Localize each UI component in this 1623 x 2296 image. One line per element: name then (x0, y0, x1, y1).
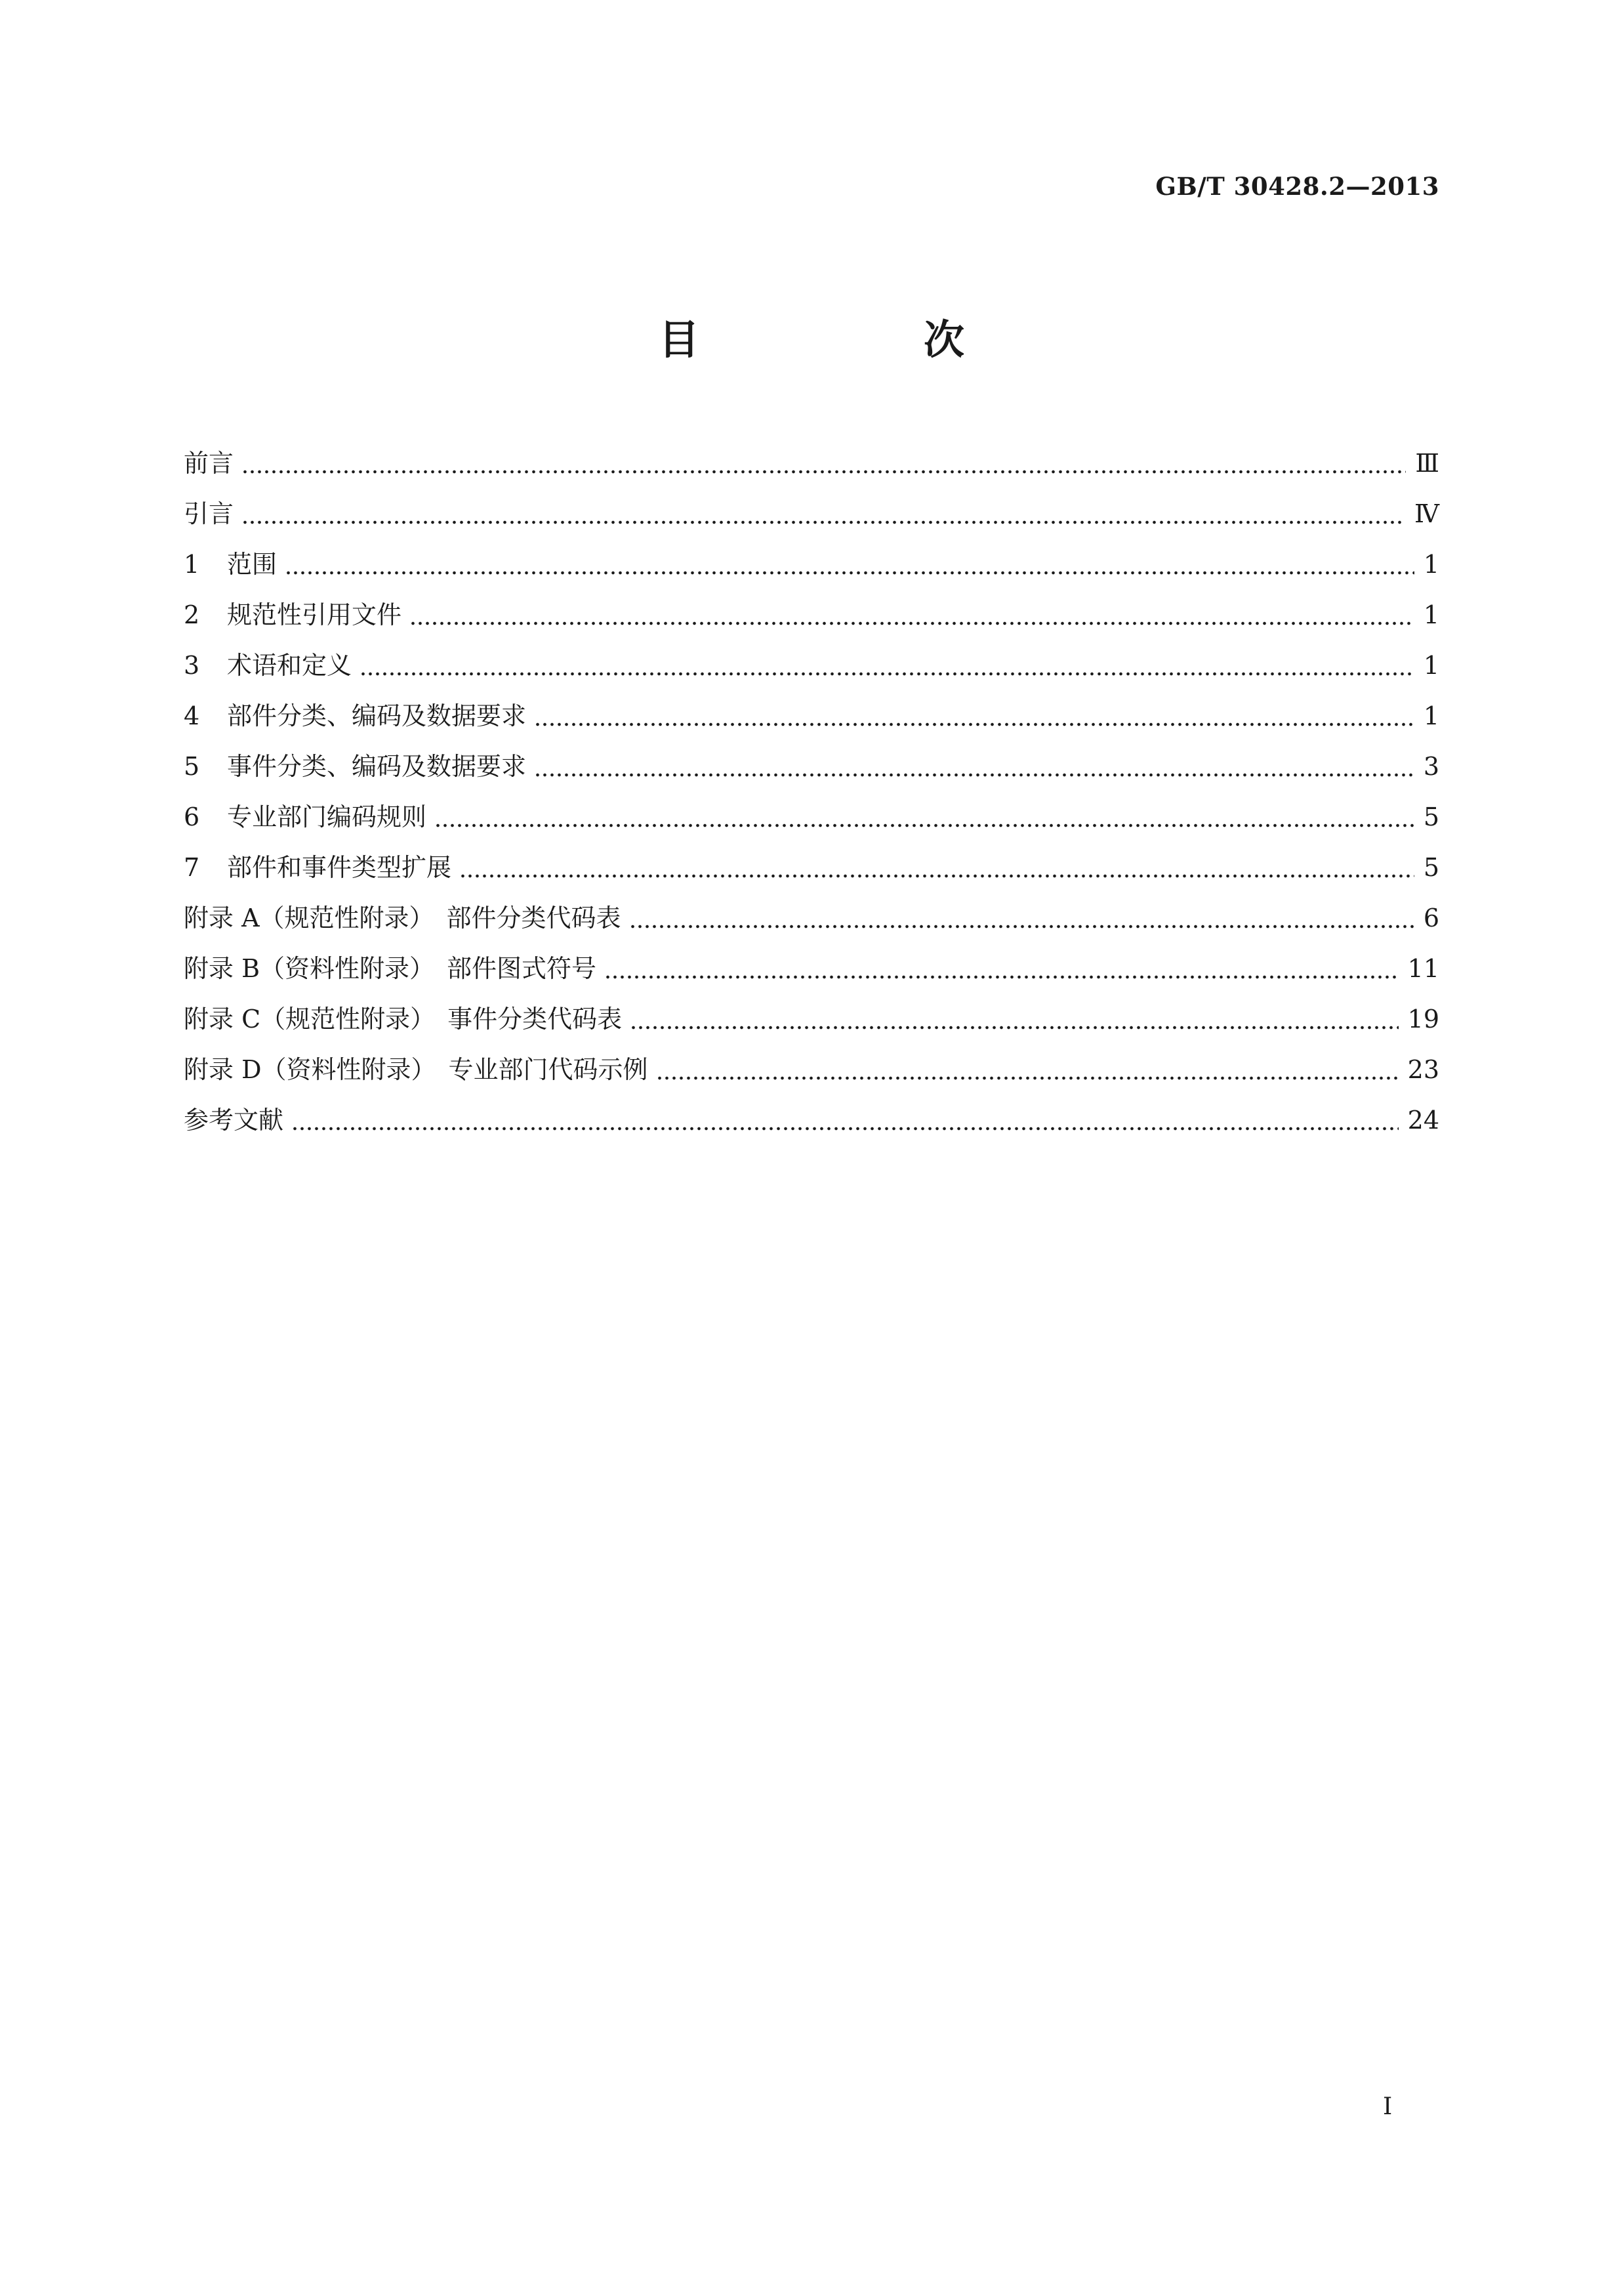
dot-leader (291, 1108, 1399, 1134)
toc-entry-5[interactable] (184, 741, 1439, 792)
dot-leader (241, 451, 1406, 477)
dot-leader (360, 653, 1414, 679)
toc-entry-page: 5 (1423, 803, 1439, 831)
toc-entry-label: 规范性引用文件 (227, 600, 402, 629)
toc-entry-number: 6 (184, 803, 200, 831)
toc-entry-page: 5 (1423, 853, 1439, 882)
toc-entry-annex-c[interactable] (184, 994, 1439, 1045)
toc-entry-number: 3 (184, 651, 200, 680)
toc-entry-label: 范围 (227, 550, 277, 579)
toc-entry-page: 3 (1423, 752, 1439, 781)
toc-entry-page: 6 (1423, 904, 1439, 932)
dot-leader (630, 1007, 1398, 1033)
toc-entry-6[interactable] (184, 792, 1439, 843)
toc-entry-annex-a[interactable] (184, 893, 1439, 944)
toc-entry-label: 前言 (184, 449, 234, 478)
standard-number: GB/T 30428.2—2013 (1155, 172, 1439, 201)
toc-entry-page: 1 (1423, 701, 1439, 730)
dot-leader (285, 552, 1414, 578)
toc-entry-4[interactable] (184, 691, 1439, 741)
toc-entry-label: 附录 C（规范性附录） 事件分类代码表 (184, 1005, 623, 1033)
toc-entry-label: 附录 A（规范性附录） 部件分类代码表 (184, 904, 621, 932)
toc-entry-label: 部件分类、编码及数据要求 (227, 701, 527, 730)
toc-entry-3[interactable] (184, 640, 1439, 691)
toc-entry-number: 5 (184, 752, 200, 781)
dot-leader (534, 754, 1414, 780)
toc-entry-bibliography[interactable] (184, 1095, 1439, 1146)
page-number: Ⅰ (1383, 2093, 1393, 2120)
toc-entry-7[interactable] (184, 843, 1439, 893)
toc-entry-label: 事件分类、编码及数据要求 (227, 752, 527, 781)
toc-entry-label: 附录 D（资料性附录） 专业部门代码示例 (184, 1055, 648, 1084)
toc-entry-1[interactable] (184, 539, 1439, 590)
toc-entry-2[interactable] (184, 590, 1439, 640)
toc-entry-number: 2 (184, 600, 200, 629)
toc-entry-number: 4 (184, 701, 200, 730)
toc-entry-annex-d[interactable] (184, 1045, 1439, 1095)
dot-leader (656, 1057, 1399, 1083)
page-title: 目 次 (658, 316, 1056, 364)
toc-entry-page: 1 (1423, 651, 1439, 680)
toc-entry-label: 附录 B（资料性附录） 部件图式符号 (184, 954, 597, 983)
toc-entry-page: Ⅲ (1415, 449, 1439, 478)
toc-entry-page: 23 (1407, 1055, 1439, 1084)
toc-entry-number: 1 (184, 550, 200, 579)
dot-leader (459, 855, 1414, 881)
dot-leader (409, 602, 1414, 629)
dot-leader (534, 703, 1414, 730)
dot-leader (629, 906, 1414, 932)
dot-leader (241, 501, 1405, 528)
toc-entry-label: 术语和定义 (227, 651, 352, 680)
dot-leader (604, 956, 1399, 982)
toc-entry-annex-b[interactable] (184, 944, 1439, 994)
toc-entry-label: 专业部门编码规则 (227, 803, 427, 831)
toc-entry-page: 19 (1407, 1005, 1439, 1033)
toc-entry-number: 7 (184, 853, 200, 882)
toc-entry-page: 24 (1407, 1106, 1439, 1135)
toc-entry-label: 参考文献 (184, 1106, 284, 1135)
toc-entry-page: 1 (1423, 550, 1439, 579)
toc-entry-introduction[interactable] (184, 489, 1439, 539)
dot-leader (434, 804, 1414, 831)
toc-entry-page: Ⅳ (1414, 499, 1439, 528)
table-of-contents (184, 438, 1439, 1146)
toc-entry-foreword[interactable] (184, 438, 1439, 489)
toc-entry-page: 11 (1407, 954, 1439, 983)
toc-entry-page: 1 (1423, 600, 1439, 629)
toc-entry-label: 部件和事件类型扩展 (227, 853, 452, 882)
toc-entry-label: 引言 (184, 499, 234, 528)
